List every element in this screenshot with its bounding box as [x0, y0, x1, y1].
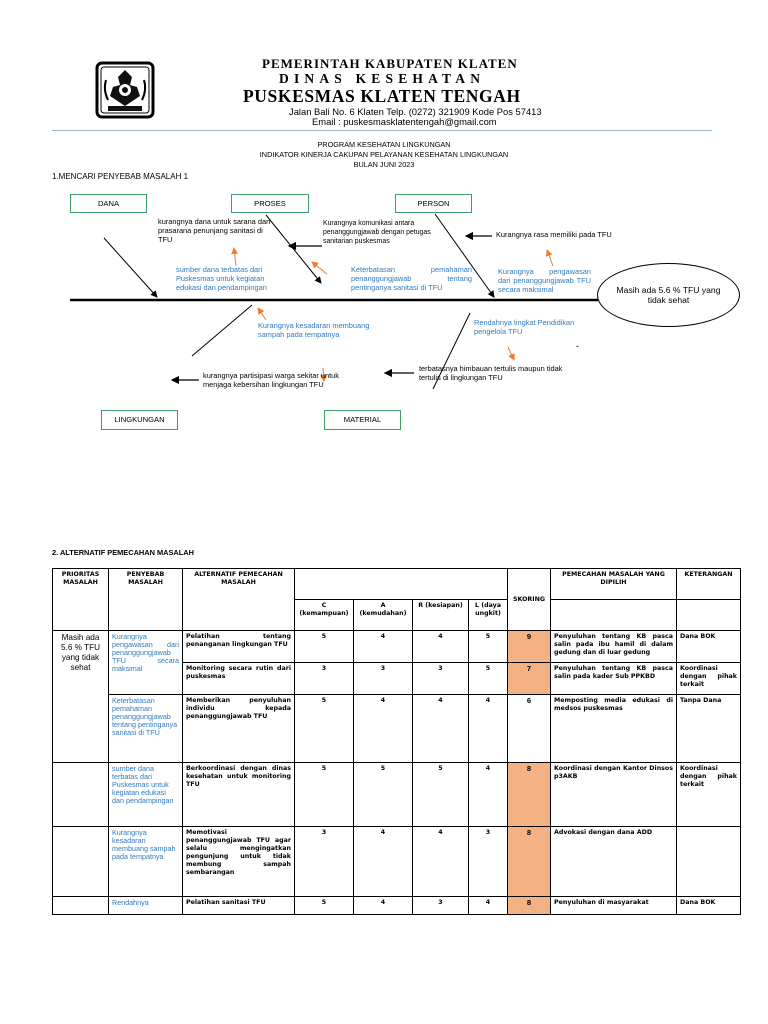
solution-alternatives-table: [52, 568, 741, 915]
header-a: A (kemudahan): [354, 600, 413, 631]
cell-c: 5: [295, 631, 354, 663]
program-title: PROGRAM KESEHATAN LINGKUNGAN: [317, 140, 451, 149]
arrow-proses-2: [312, 262, 327, 274]
cell-a: 3: [354, 663, 413, 695]
program-period: BULAN JUNI 2023: [353, 160, 415, 169]
cell-a: 4: [354, 631, 413, 663]
category-lingkungan: LINGKUNGAN: [101, 410, 178, 430]
cell-keterangan: Tanpa Dana: [677, 695, 741, 763]
cell-alternatif: Monitoring secara rutin dari puskesmas: [183, 663, 295, 695]
program-indicator: INDIKATOR KINERJA CAKUPAN PELAYANAN KESEHATAN LINGKUNGAN: [259, 150, 509, 159]
header-keterangan-blank: [677, 600, 741, 631]
header-l: L (daya ungkit): [469, 600, 508, 631]
cell-r: 4: [413, 695, 469, 763]
arrow-person-2: [547, 250, 553, 266]
cell-alternatif: Pelatihan tentang penanganan lingkungan TFU: [183, 631, 295, 663]
cell-alternatif: Berkoordinasi dengan dinas kesehatan untuk monitoring TFU: [183, 763, 295, 827]
cause-lingkungan-2: kurangnya partisipasi warga sekitar untuk menjaga kebersihan lingkungan TFU: [203, 371, 339, 389]
cell-skoring: 8: [508, 763, 551, 827]
cell-penyebab: Rendahnya: [109, 897, 183, 915]
cell-dipilih: Memposting media edukasi di medsos puskesmas: [551, 695, 677, 763]
cell-dipilih: Penyuluhan tentang KB pasca salin pada kader Sub PPKBD: [551, 663, 677, 695]
cell-keterangan: [677, 827, 741, 897]
table-row: [53, 827, 741, 897]
header-r: R (kesiapan): [413, 600, 469, 631]
cause-material-1: Rendahnya tingkat Pendidikan pengelola TFU: [474, 318, 575, 336]
arrow-dana-2: [234, 248, 236, 266]
header-keterangan: KETERANGAN: [677, 569, 741, 600]
cell-penyebab: Kurangnya kesadaran membuang sampah pada tempatnya: [109, 827, 183, 897]
cell-keterangan: Dana BOK: [677, 631, 741, 663]
arrow-material-1: [508, 347, 514, 360]
cell-l: 5: [469, 631, 508, 663]
category-person: PERSON: [395, 194, 472, 213]
cell-l: 4: [469, 695, 508, 763]
cell-r: 4: [413, 827, 469, 897]
header-c: C (kemampuan): [295, 600, 354, 631]
cell-r: 3: [413, 897, 469, 915]
cell-skoring: 8: [508, 897, 551, 915]
cell-dipilih: Koordinasi dengan Kantor Dinsos p3AKB: [551, 763, 677, 827]
cell-keterangan: Koordinasi dengan pihak terkait: [677, 763, 741, 827]
cell-penyebab: Keterbatasan pemahaman penanggungjawab tentang pentinganya sanitasi di TFU: [109, 695, 183, 763]
rib-lingkungan: [192, 305, 252, 356]
letterhead-email: Email : puskesmasklatentengah@gmail.com: [312, 116, 497, 127]
letterhead-government: PEMERINTAH KABUPATEN KLATEN: [262, 56, 518, 71]
header-alternatif: ALTERNATIF PEMECAHAN MASALAH: [183, 569, 295, 631]
rib-dana: [104, 238, 157, 297]
cause-person-2: Kurangnya pengawasan dari penanggungjawab TFU secara maksimal: [498, 267, 591, 294]
letterhead-department: DINAS KESEHATAN: [279, 71, 486, 86]
cell-a: 4: [354, 695, 413, 763]
cell-c: 3: [295, 827, 354, 897]
cell-a: 5: [354, 763, 413, 827]
cell-r: 5: [413, 763, 469, 827]
cause-person-1: Kurangnya rasa memiliki pada TFU: [496, 230, 612, 239]
header-dipilih: PEMECAHAN MASALAH YANG DIPILIH: [551, 569, 677, 600]
table-row: [53, 695, 741, 763]
category-proses: PROSES: [231, 194, 309, 213]
category-material: MATERIAL: [324, 410, 401, 430]
cell-penyebab: sumber dana terbatas dari Puskesmas untuk kegiatan edukasi dan pendampingan: [109, 763, 183, 827]
cell-l: 4: [469, 763, 508, 827]
cell-l: 5: [469, 663, 508, 695]
stray-mark: -: [576, 341, 579, 351]
cause-dana-2: sumber dana terbatas dari Puskesmas untuk kegiatan edukasi dan pendampingan: [176, 265, 267, 292]
table-header-row: [53, 569, 741, 600]
table-row: [53, 897, 741, 915]
cell-a: 4: [354, 897, 413, 915]
cell-skoring: 6: [508, 695, 551, 763]
header-skoring: SKORING: [508, 569, 551, 631]
cell-r: 4: [413, 631, 469, 663]
cell-penyebab: Kurangnya pengawasan dari penanggungjawab TFU secara maksimal: [109, 631, 183, 695]
fishbone-effect-problem: [597, 263, 740, 327]
header-penyebab: PENYEBAB MASALAH: [109, 569, 183, 631]
cell-dipilih: Penyuluhan di masyarakat: [551, 897, 677, 915]
cell-skoring: 8: [508, 827, 551, 897]
cell-alternatif: Memotivasi penanggungjawab TFU agar selalu mengingatkan pengunjung untuk tidak membung sampah sembarangan: [183, 827, 295, 897]
cell-dipilih: Advokasi dengan dana ADD: [551, 827, 677, 897]
letterhead-institution: PUSKESMAS KLATEN TENGAH: [243, 86, 521, 106]
cell-skoring: 7: [508, 663, 551, 695]
cause-dana-1: kurangnya dana untuk sarana dan prasarana penunjang sanitasi di TFU: [158, 217, 271, 244]
cause-proses-2: Keterbatasan pemahaman penanggungjawab tentang pentinganya sanitasi di TFU: [351, 265, 472, 292]
cell-c: 3: [295, 663, 354, 695]
header-dipilih-blank: [551, 600, 677, 631]
category-dana: DANA: [70, 194, 147, 213]
cell-prioritas-empty: [53, 897, 109, 915]
header-prioritas: PRIORITAS MASALAH: [53, 569, 109, 631]
cell-c: 5: [295, 763, 354, 827]
cell-dipilih: Penyuluhan tentang KB pasca salin pada ibu hamil di dalam gedung dan di luar gedung: [551, 631, 677, 663]
cause-proses-1: Kurangnya komunikasi antara penanggungjawab dengan petugas sanitarian puskesmas: [323, 220, 431, 245]
table-row: [53, 631, 741, 663]
section-1-heading: 1.MENCARI PENYEBAB MASALAH 1: [52, 172, 189, 181]
cell-keterangan: Koordinasi dengan pihak terkait: [677, 663, 741, 695]
table-row: [53, 763, 741, 827]
section-2-heading: 2. ALTERNATIF PEMECAHAN MASALAH: [52, 548, 194, 557]
cell-c: 5: [295, 695, 354, 763]
cause-material-2: terbatasnya himbauan tertulis maupun tidak tertulis di lingkungan TFU: [419, 364, 563, 382]
cell-prioritas-empty: [53, 827, 109, 897]
letterhead-address: Jalan Bali No. 6 Klaten Telp. (0272) 321909 Kode Pos 57413: [289, 106, 542, 117]
cell-prioritas-empty: [53, 763, 109, 827]
cell-prioritas: Masih ada 5.6 % TFU yang tidak sehat: [53, 631, 109, 763]
cell-skoring: 9: [508, 631, 551, 663]
cell-alternatif: Memberikan penyuluhan individu kepada penanggungjawab TFU: [183, 695, 295, 763]
cell-keterangan: Dana BOK: [677, 897, 741, 915]
cell-alternatif: Pelatihan sanitasi TFU: [183, 897, 295, 915]
cell-l: 4: [469, 897, 508, 915]
cause-lingkungan-1: Kurangnya kesadaran membuang sampah pada tempatnya: [258, 321, 370, 339]
cell-c: 5: [295, 897, 354, 915]
effect-text: Masih ada 5.6 % TFU yang tidak sehat: [616, 285, 721, 305]
cell-a: 4: [354, 827, 413, 897]
arrow-lingkungan-1: [258, 308, 266, 320]
header-criteria-group: [295, 569, 508, 600]
cell-r: 3: [413, 663, 469, 695]
cell-l: 3: [469, 827, 508, 897]
